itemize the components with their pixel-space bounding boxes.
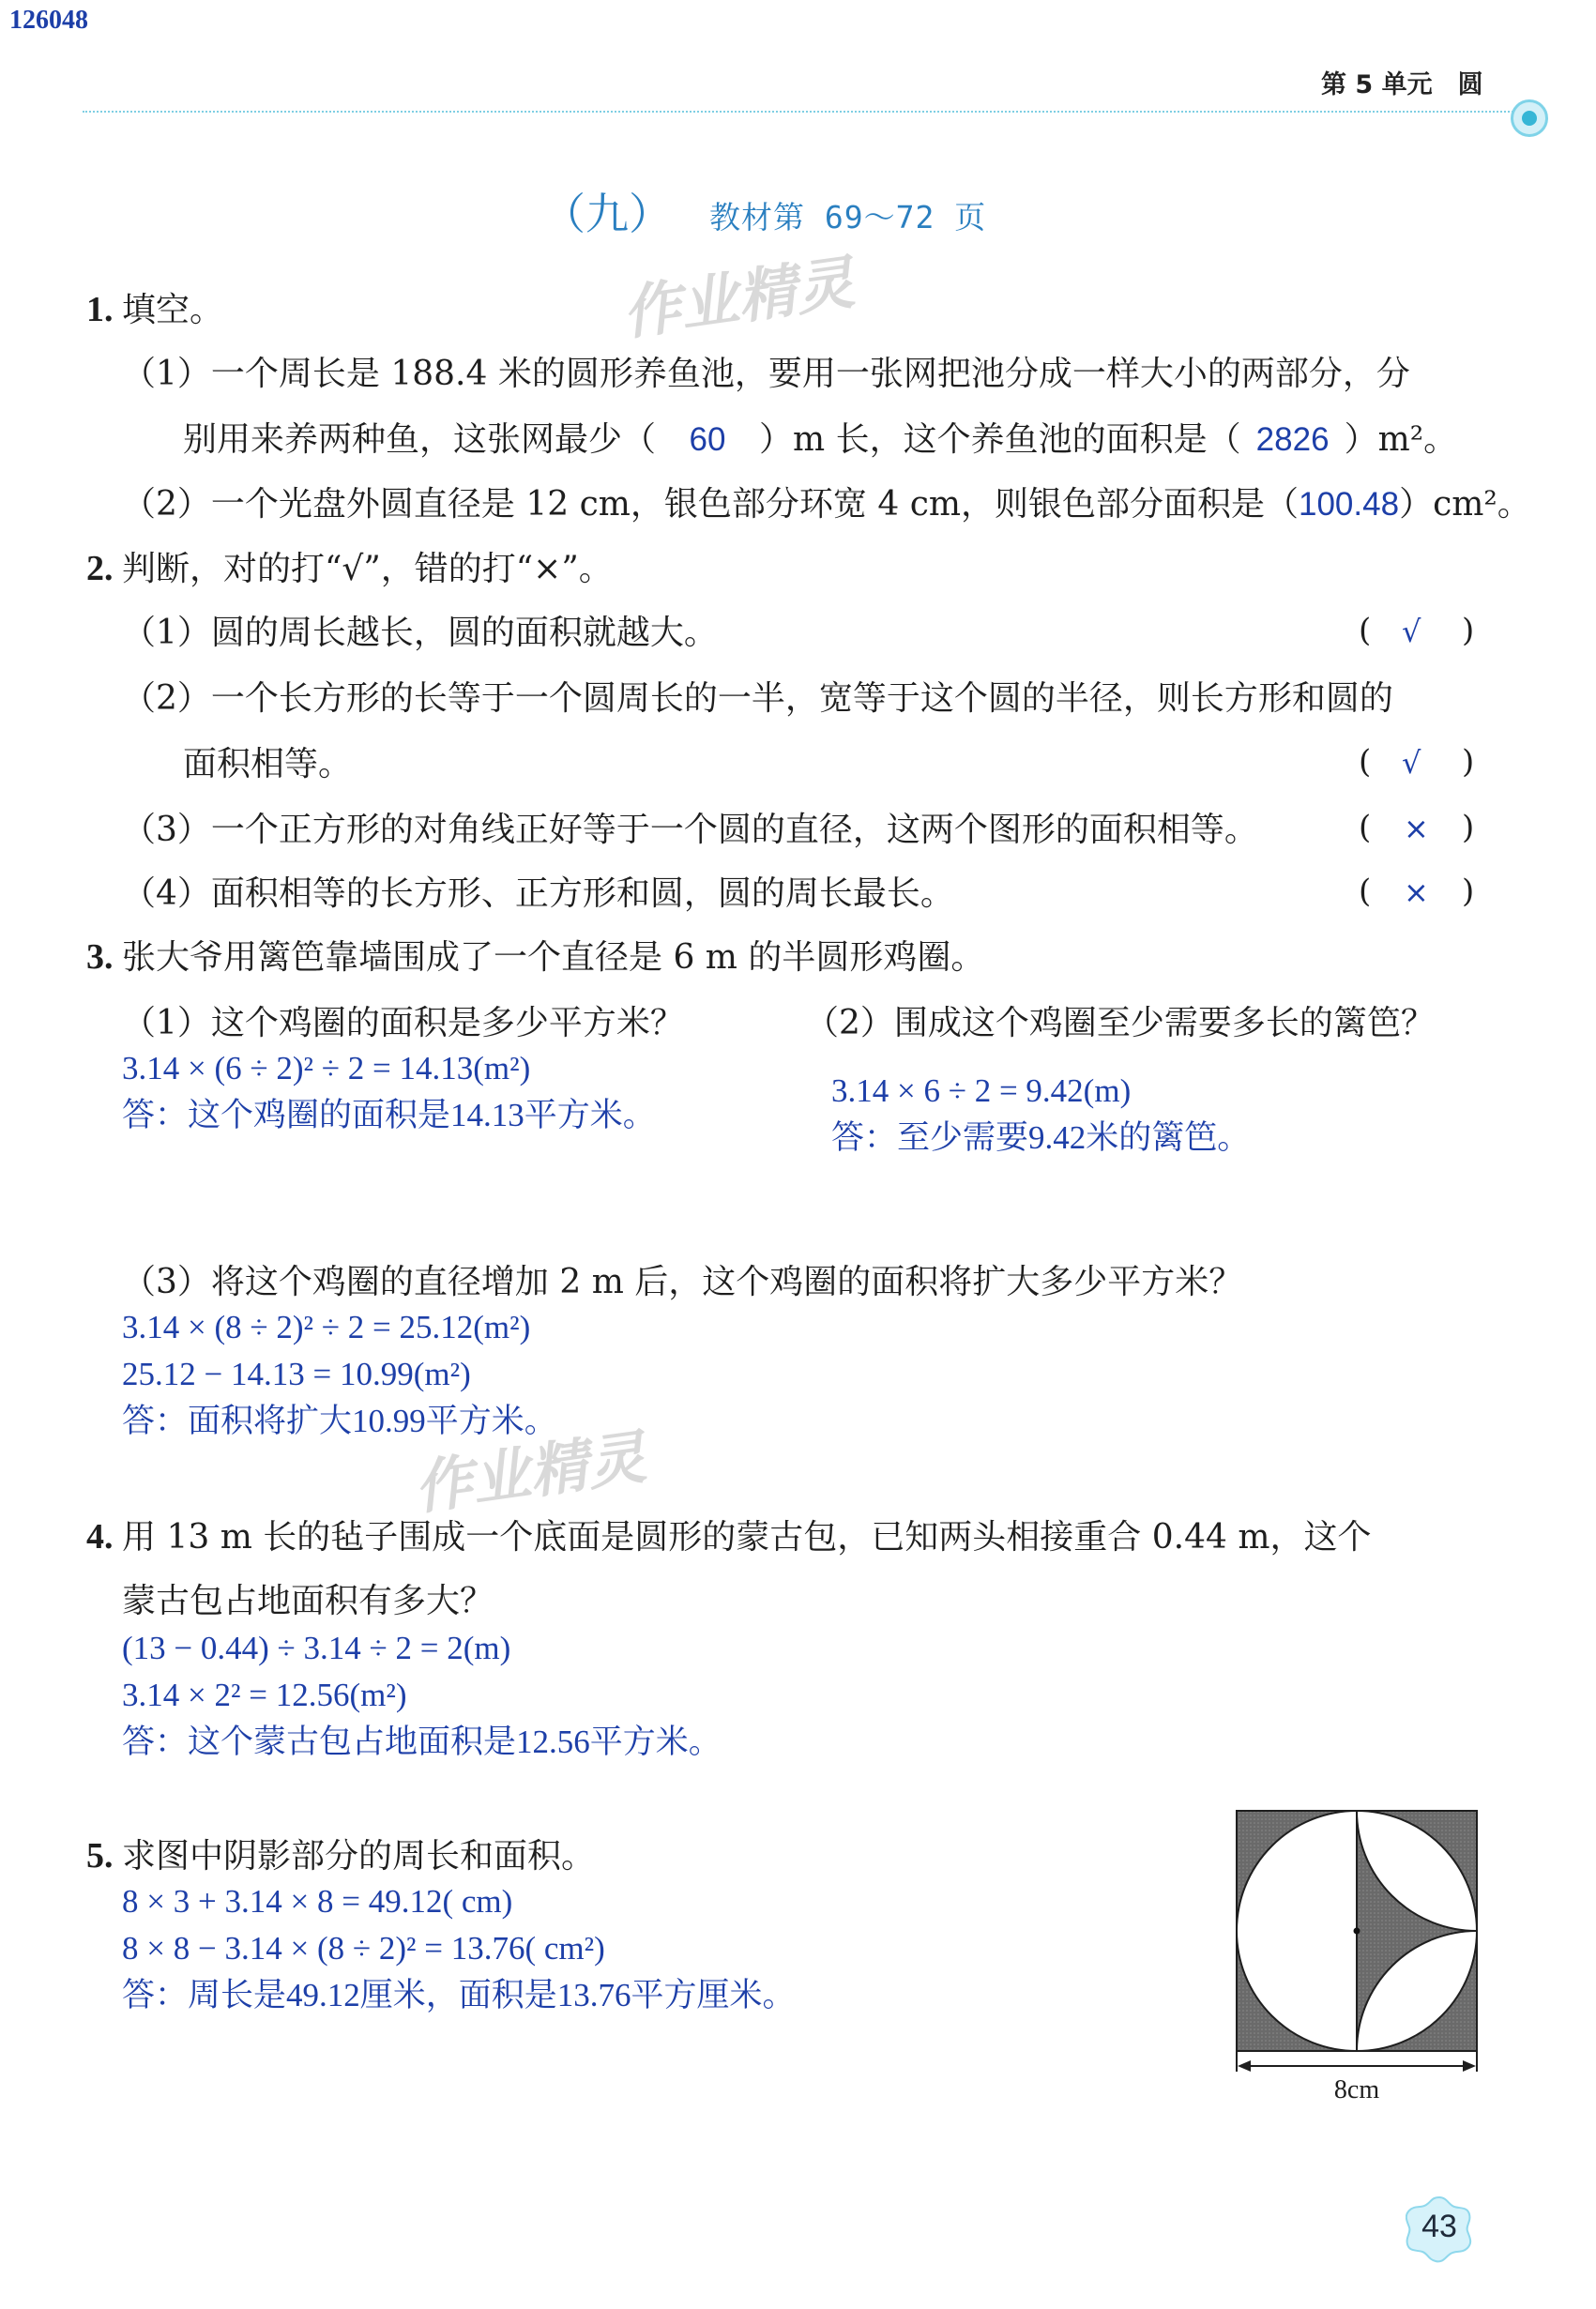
- q3-sub3-equation-2: 25.12 − 14.13 = 10.99(m²): [122, 1356, 471, 1392]
- section-subtitle: 教材第 69～72 页: [709, 199, 987, 235]
- page-number-badge: [1406, 2195, 1473, 2263]
- figure-dimension-label: 8cm: [1333, 2075, 1380, 2102]
- watermark-2: 作业精灵: [409, 1422, 650, 1523]
- q2-item-3-mark: ×: [1404, 811, 1429, 846]
- q3-number: 3.: [86, 937, 114, 977]
- section-number: （九）: [542, 189, 672, 239]
- q5-prompt: 求图中阴影部分的周长和面积。: [122, 1837, 596, 1876]
- q3-sub3-answer: 答：面积将扩大10.99平方米。: [122, 1403, 557, 1439]
- q2-item-2-mark: √: [1402, 745, 1421, 781]
- q1-part1-line2: [183, 418, 1457, 462]
- q4-prompt-line1: 用 13 m 长的毡子围成一个底面是圆形的蒙古包，已知两头相接重合 0.44 m，这个: [122, 1518, 1372, 1557]
- unit-title: 第 5 单元 圆: [1321, 70, 1483, 99]
- q1-number: 1.: [86, 290, 114, 329]
- q1-part2-text-a: （2）一个光盘外圆直径是 12 cm，银色部分环宽 4 cm，则银色部分面积是（: [122, 485, 1299, 524]
- page-number: 43: [1421, 2209, 1457, 2244]
- q1-part1-line1: （1）一个周长是 188.4 米的圆形养鱼池，要用一张网把池分成一样大小的两部分，分: [122, 355, 1410, 393]
- page-code: 126048: [9, 6, 88, 35]
- figure-arrow-right: [1463, 2060, 1476, 2072]
- q3-sub2-equation: 3.14 × 6 ÷ 2 = 9.42(m): [831, 1072, 1132, 1109]
- q5-answer: 答：周长是49.12厘米，面积是13.76平方厘米。: [122, 1977, 796, 2013]
- q4-prompt-line2: 蒙古包占地面积有多大？: [122, 1582, 494, 1620]
- q1-part1-answer-2: 2826: [1255, 421, 1330, 458]
- q4-equation-2: 3.14 × 2² = 12.56(m²): [122, 1677, 407, 1713]
- q2-item-1-mark: √: [1402, 614, 1421, 649]
- q2-number: 2.: [86, 549, 114, 588]
- q1-part1-text-c: ）m²。: [1344, 420, 1458, 459]
- q1-part2-answer: 100.48: [1299, 486, 1400, 523]
- q1-part1-answer-1: 60: [689, 421, 726, 458]
- q3-sub1-equation: 3.14 × (6 ÷ 2)² ÷ 2 = 14.13(m²): [122, 1050, 531, 1086]
- q2-prompt: 判断，对的打“√”，错的打“×”。: [122, 550, 613, 588]
- figure-arrow-left: [1238, 2060, 1251, 2072]
- q1-part2-text-b: ）cm²。: [1399, 485, 1531, 524]
- q2-item-1: （1）圆的周长越长，圆的面积就越大。: [122, 614, 718, 652]
- q5-equation-2: 8 × 8 − 3.14 × (8 ÷ 2)² = 13.76( cm²): [122, 1930, 605, 1967]
- q5-equation-1: 8 × 3 + 3.14 × 8 = 49.12( cm): [122, 1883, 513, 1920]
- q3-sub3-question: （3）将这个鸡圈的直径增加 2 m 后，这个鸡圈的面积将扩大多少平方米？: [122, 1263, 1243, 1301]
- q3-sub3-equation-1: 3.14 × (8 ÷ 2)² ÷ 2 = 25.12(m²): [122, 1309, 531, 1345]
- q5-figure: [1220, 1792, 1492, 2102]
- header-divider: [83, 111, 1513, 113]
- q3-sub1-question: （1）这个鸡圈的面积是多少平方米？: [122, 1004, 684, 1042]
- header-circle-icon: [1511, 99, 1548, 137]
- q1-part1-text-a: 别用来养两种鱼，这张网最少（: [183, 420, 657, 459]
- q3-sub1-answer: 答：这个鸡圈的面积是14.13平方米。: [122, 1097, 656, 1133]
- q1-part1-text-b: ）m 长，这个养鱼池的面积是（: [759, 420, 1241, 459]
- q3-prompt: 张大爷用篱笆靠墙围成了一个直径是 6 m 的半圆形鸡圈。: [122, 938, 985, 977]
- q4-equation-1: (13 − 0.44) ÷ 3.14 ÷ 2 = 2(m): [122, 1630, 511, 1666]
- q4-answer: 答：这个蒙古包占地面积是12.56平方米。: [122, 1724, 722, 1760]
- figure-center-dot: [1354, 1928, 1360, 1935]
- q3-sub2-question: （2）围成这个鸡圈至少需要多长的篱笆？: [805, 1004, 1435, 1042]
- q4-number: 4.: [86, 1517, 114, 1557]
- q1-part2: [122, 483, 1531, 526]
- q3-sub2-answer: 答：至少需要9.42米的篱笆。: [831, 1119, 1251, 1156]
- q2-item-2-line1: （2）一个长方形的长等于一个圆周长的一半，宽等于这个圆的半径，则长方形和圆的: [122, 679, 1393, 718]
- q2-item-2-line2: 面积相等。: [183, 745, 353, 783]
- q2-item-4-mark: ×: [1404, 874, 1429, 910]
- q1-prompt: 填空。: [122, 291, 224, 329]
- q2-item-3: （3）一个正方形的对角线正好等于一个圆的直径，这两个图形的面积相等。: [122, 811, 1258, 849]
- q5-number: 5.: [86, 1836, 114, 1876]
- watermark: 作业精灵: [617, 248, 859, 348]
- q2-item-4: （4）面积相等的长方形、正方形和圆，圆的周长最长。: [122, 874, 954, 913]
